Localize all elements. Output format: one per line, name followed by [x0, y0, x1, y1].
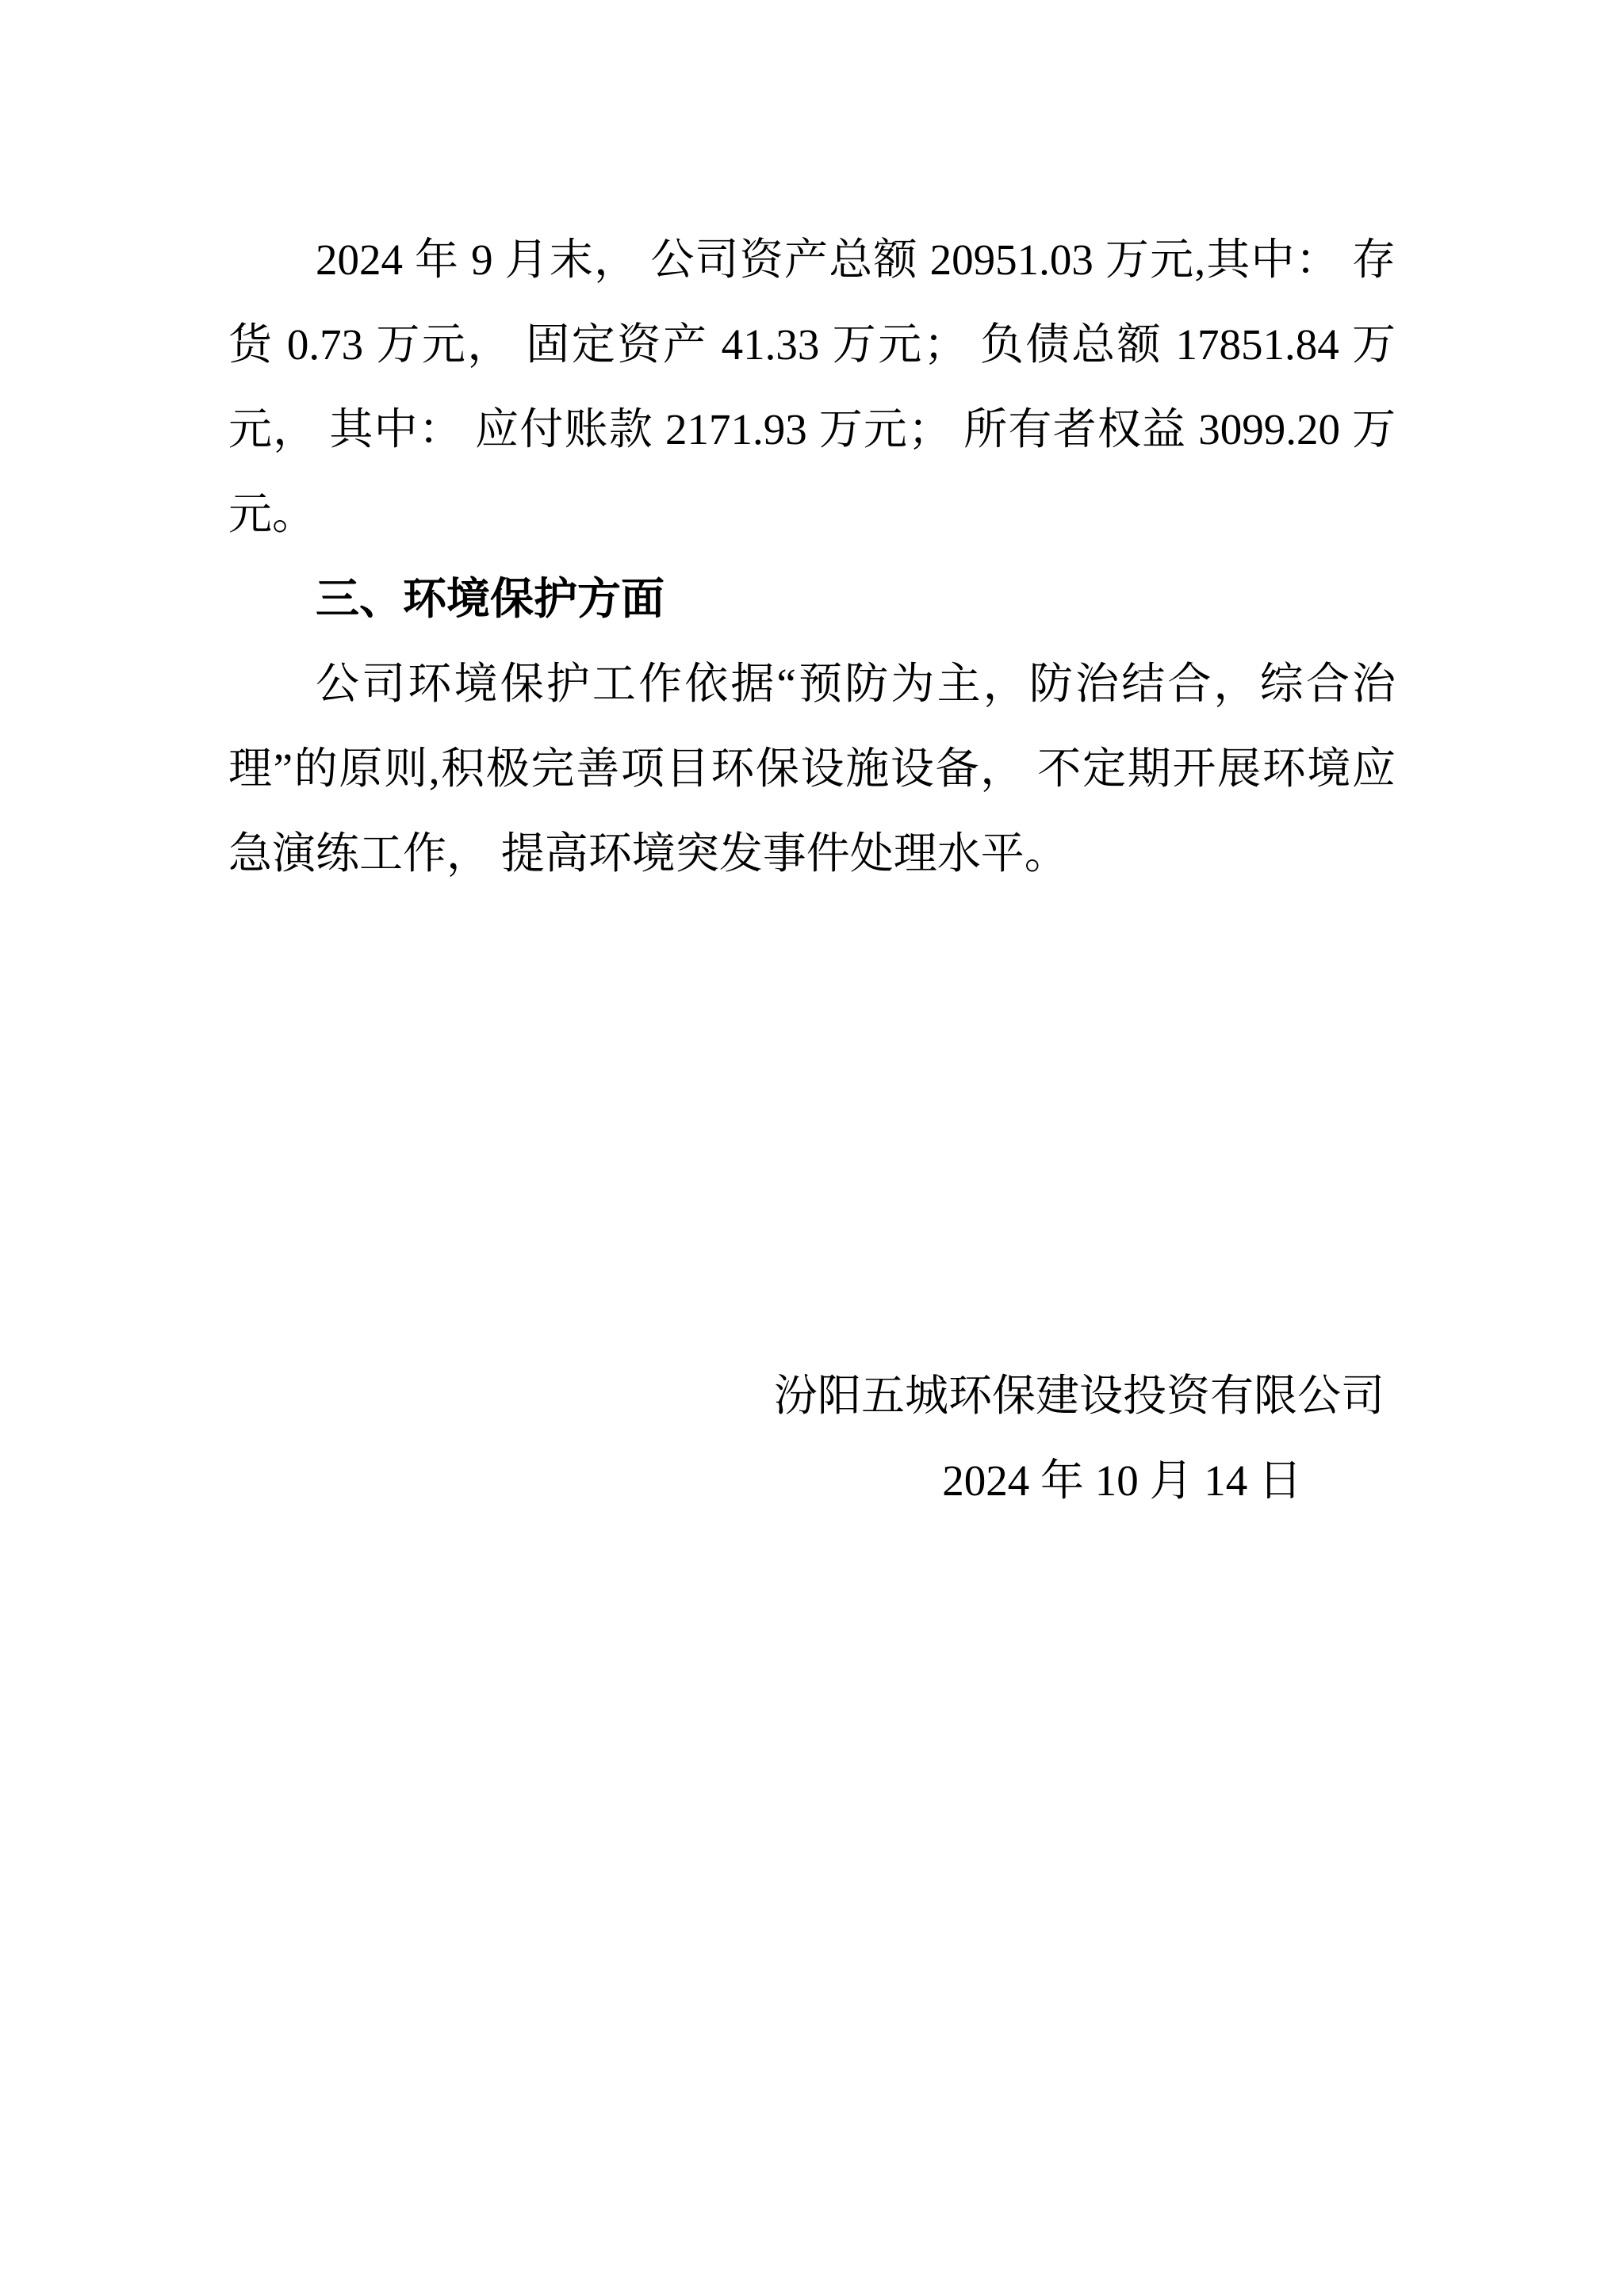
signature-date: 2024 年 10 月 14 日 — [942, 1456, 1302, 1505]
paragraph-environment-protection: 公司环境保护工作依据“预防为主，防治结合，综合治理”的原则,积极完善项目环保设施设备， 不定期开展环境应急演练工作， 提高环境突发事件处理水平。 — [228, 660, 1396, 878]
paragraph-financial-summary: 2024 年 9 月末， 公司资产总额 20951.03 万元,其中： 存货 0.73 万元， 固定资产 41.33 万元； 负债总额 17851.84 万元， 其中： 应付账款 2171.93 万元； 所有者权益 3099.20 万元。 — [228, 235, 1396, 538]
section-heading-environment: 三、环境保护方面 — [316, 575, 665, 623]
signature-company-name: 汾阳五城环保建设投资有限公司 — [773, 1372, 1385, 1420]
signature-block — [228, 1353, 1396, 1523]
